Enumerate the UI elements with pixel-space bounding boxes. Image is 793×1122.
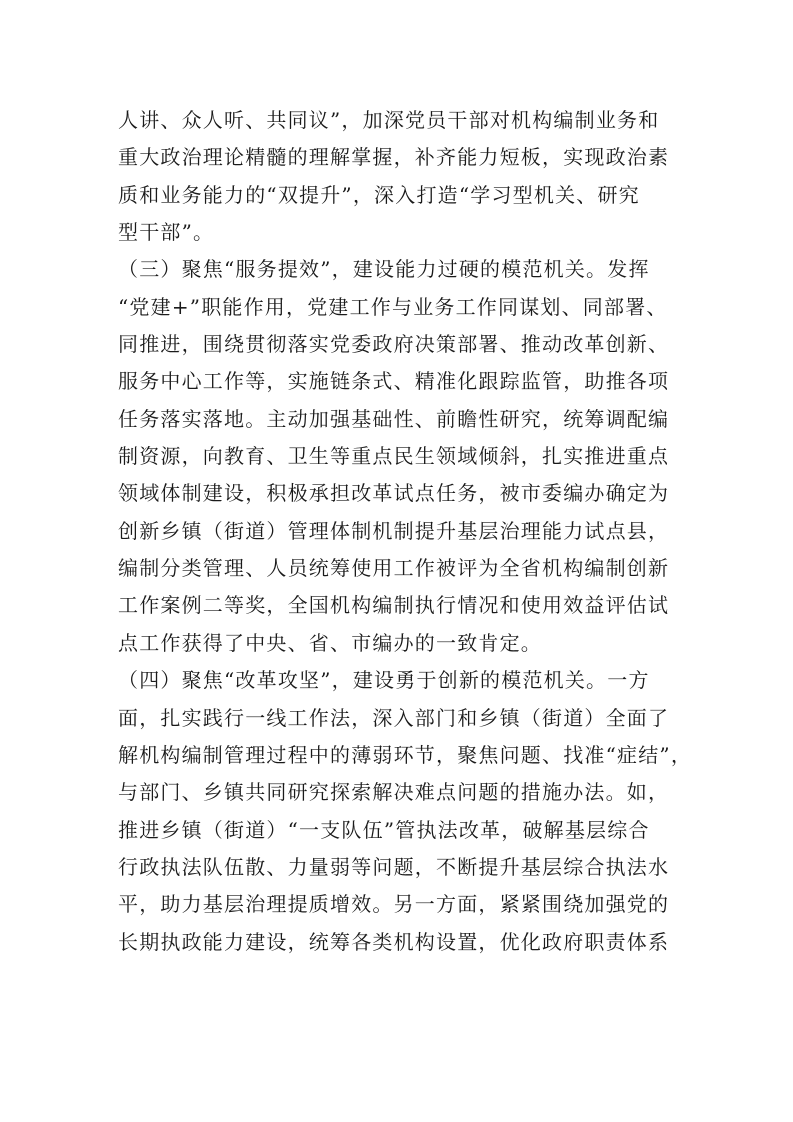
section-heading-3: （三）聚焦“服务提效”，建设能力过硬的模范机关。发挥 xyxy=(118,257,650,282)
text-line-11: 领域体制建设，积极承担改革试点任务，被市委编办确定为 xyxy=(118,481,670,506)
text-line-18: 解机构编制管理过程中的薄弱环节，聚焦问题、找准“症结”， xyxy=(118,742,693,767)
text-line-2: 重大政治理论精髓的理解掌握，补齐能力短板，实现政治素 xyxy=(118,145,670,170)
text-line-20: 推进乡镇（街道）“一支队伍”管执法改革，破解基层综合 xyxy=(118,817,650,842)
text-line-12: 创新乡镇（街道）管理体制机制提升基层治理能力试点县， xyxy=(118,518,670,543)
text-line-8: 服务中心工作等，实施链条式、精准化跟踪监管，助推各项 xyxy=(118,369,670,394)
text-line-15: 点工作获得了中央、省、市编办的一致肯定。 xyxy=(118,630,542,655)
text-line-21: 行政执法队伍散、力量弱等问题，不断提升基层综合执法水 xyxy=(118,854,670,879)
text-line-7: 同推进，围绕贯彻落实党委政府决策部署、推动改革创新、 xyxy=(118,332,670,357)
text-line-22: 平，助力基层治理提质增效。另一方面，紧紧围绕加强党的 xyxy=(118,892,670,917)
body-text xyxy=(118,102,693,961)
text-line-13: 编制分类管理、人员统筹使用工作被评为全省机构编制创新 xyxy=(118,556,670,581)
text-line-6: “党建+”职能作用，党建工作与业务工作同谋划、同部署、 xyxy=(118,294,668,319)
text-line-14: 工作案例二等奖，全国机构编制执行情况和使用效益评估试 xyxy=(118,593,670,618)
section-heading-4: （四）聚焦“改革攻坚”，建设勇于创新的模范机关。一方 xyxy=(118,668,650,693)
text-line-9: 任务落实落地。主动加强基础性、前瞻性研究，统筹调配编 xyxy=(118,406,670,431)
text-line-23: 长期执政能力建设，统筹各类机构设置，优化政府职责体系 xyxy=(118,929,670,954)
text-line-10: 制资源，向教育、卫生等重点民生领域倾斜，扎实推进重点 xyxy=(118,444,670,469)
text-line-3: 质和业务能力的“双提升”，深入打造“学习型机关、研究 xyxy=(118,182,640,207)
text-line-1: 人讲、众人听、共同议”，加深党员干部对机构编制业务和 xyxy=(118,108,660,132)
text-line-19: 与部门、乡镇共同研究探索解决难点问题的措施办法。如， xyxy=(118,780,670,805)
text-line-17: 面，扎实践行一线工作法，深入部门和乡镇（街道）全面了 xyxy=(118,705,670,730)
text-line-4: 型干部”。 xyxy=(118,220,215,245)
